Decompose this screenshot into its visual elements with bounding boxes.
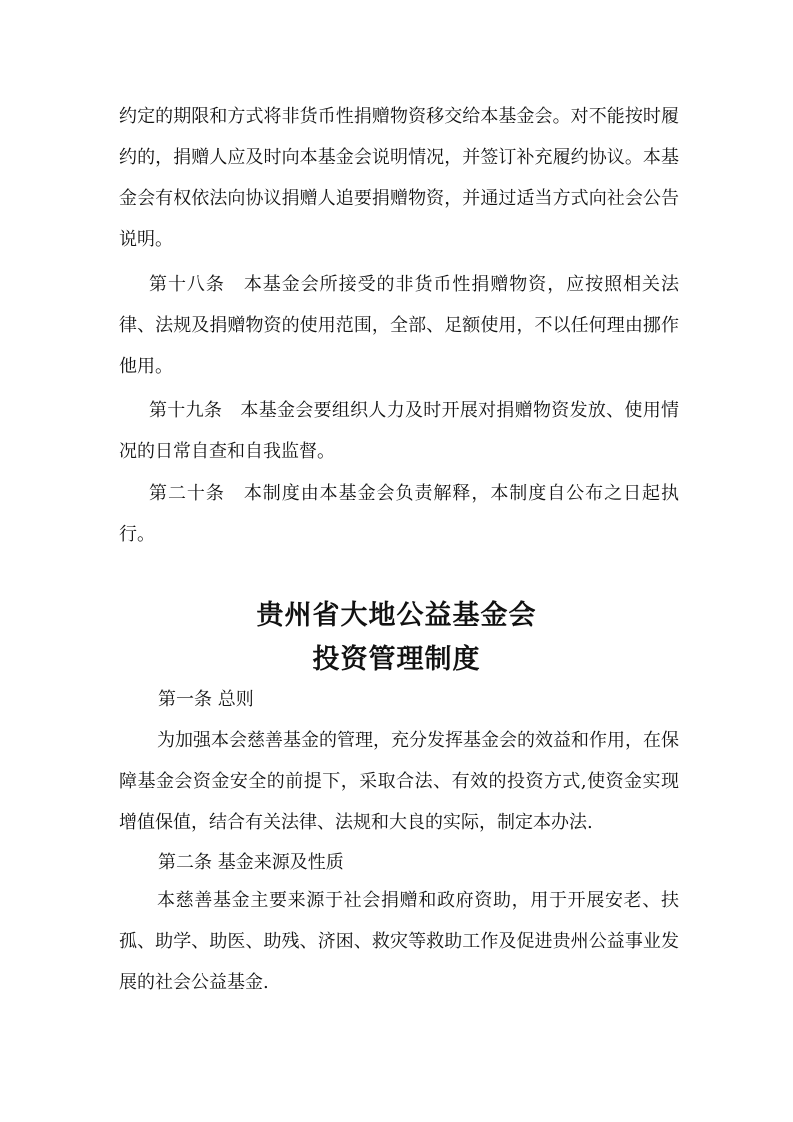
section-title-org: 贵州省大地公益基金会 [256,600,537,631]
paragraph-article-19: 第十九条 本基金会要组织人力及时开展对捐赠物资发放、使用情况的日常自查和自我监督。 [119,400,679,462]
paragraph-donation-delivery: 约定的期限和方式将非货币性捐赠物资移交给本基金会。对不能按时履约的，捐赠人应及时向本基金会说明情况，并签订补充履约协议。本基金会有权依法向协议捐赠人追要捐赠物资，并通过适当方式向社会公告说明。 [119,106,679,250]
article-1-body: 为加强本会慈善基金的管理，充分发挥基金会的效益和作用，在保障基金会资金安全的前提下，采取合法、有效的投资方式,使资金实现增值保值，结合有关法律、法规和大良的实际，制定本办法. [119,730,679,833]
paragraph-article-20: 第二十条 本制度由本基金会负责解释，本制度自公布之日起执行。 [119,483,679,545]
paragraph-article-18: 第十八条 本基金会所接受的非货币性捐赠物资，应按照相关法律、法规及捐赠物资的使用范围，全部、足额使用，不以任何理由挪作他用。 [119,274,679,377]
article-2-heading: 第二条 基金来源及性质 [158,852,344,873]
section-title-policy: 投资管理制度 [312,644,481,675]
article-2-body: 本慈善基金主要来源于社会捐赠和政府资助，用于开展安老、扶孤、助学、助医、助残、济困、救灾等救助工作及促进贵州公益事业发展的社会公益基金. [119,890,679,993]
article-1-heading: 第一条 总则 [158,689,254,710]
